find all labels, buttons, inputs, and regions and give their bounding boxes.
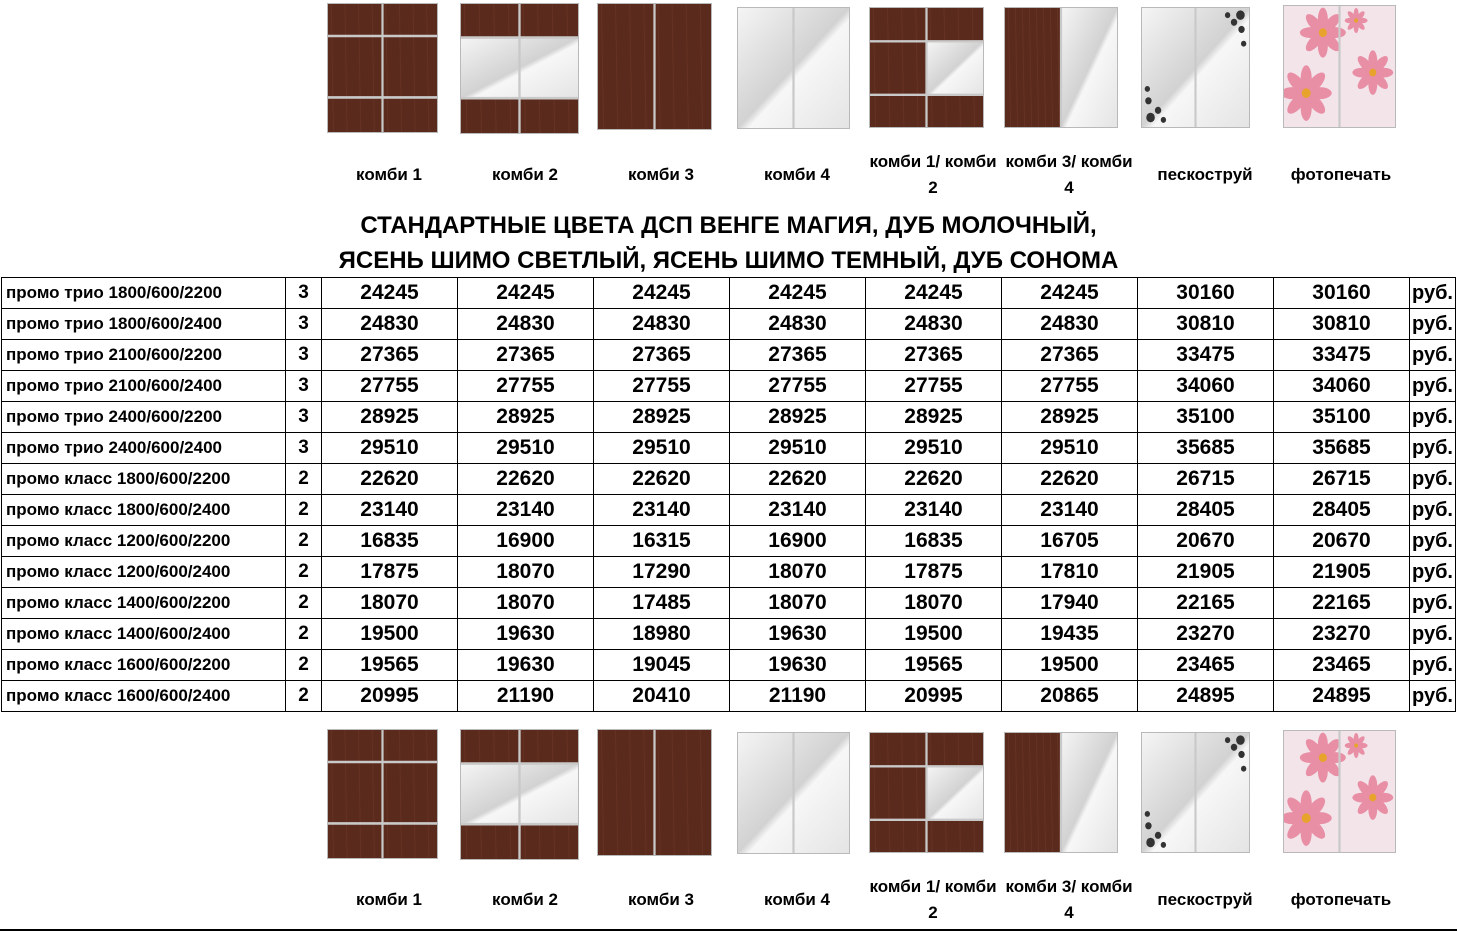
- model-name: промо класс 1200/600/2200: [2, 526, 286, 557]
- price-peskostruy: 35100: [1138, 402, 1274, 433]
- door-count: 2: [286, 588, 322, 619]
- price-kombi34: 23140: [1002, 495, 1138, 526]
- price-kombi3: 17485: [594, 588, 730, 619]
- price-kombi12: 20995: [866, 681, 1002, 712]
- door-count: 2: [286, 495, 322, 526]
- price-kombi12: 24245: [866, 278, 1002, 309]
- fotopechat-door-image-bottom: [1283, 730, 1396, 853]
- peskostruy-door-image-bottom: [1141, 732, 1250, 853]
- price-kombi4: 18070: [730, 588, 866, 619]
- kombi4-door-image-top: [737, 7, 850, 129]
- table-row: [2, 371, 1456, 402]
- model-name: промо класс 1400/600/2400: [2, 619, 286, 650]
- door-images-top: [0, 0, 1457, 140]
- model-name: промо трио 2100/600/2200: [2, 340, 286, 371]
- kombi4-label-top: комби 4: [764, 165, 830, 184]
- currency-label: руб.: [1410, 619, 1456, 650]
- price-kombi3: 20410: [594, 681, 730, 712]
- price-kombi1: 16835: [322, 526, 458, 557]
- price-kombi2: 18070: [458, 588, 594, 619]
- price-kombi12: 27365: [866, 340, 1002, 371]
- kombi3-label-top: комби 3: [628, 165, 694, 184]
- price-kombi3: 24245: [594, 278, 730, 309]
- price-kombi4: 21190: [730, 681, 866, 712]
- table-row: [2, 588, 1456, 619]
- door-count: 2: [286, 681, 322, 712]
- model-name: промо трио 1800/600/2400: [2, 309, 286, 340]
- price-kombi3: 16315: [594, 526, 730, 557]
- price-table: [1, 277, 1456, 712]
- door-count: 3: [286, 340, 322, 371]
- price-kombi2: 23140: [458, 495, 594, 526]
- price-kombi2: 27755: [458, 371, 594, 402]
- currency-label: руб.: [1410, 433, 1456, 464]
- price-kombi2: 22620: [458, 464, 594, 495]
- model-name: промо класс 1400/600/2200: [2, 588, 286, 619]
- price-kombi34: 24245: [1002, 278, 1138, 309]
- price-kombi3: 22620: [594, 464, 730, 495]
- price-kombi1: 23140: [322, 495, 458, 526]
- heading-line-2: ЯСЕНЬ ШИМО СВЕТЛЫЙ, ЯСЕНЬ ШИМО ТЕМНЫЙ, ДУБ СОНОМА: [338, 247, 1119, 274]
- kombi34-label-bottom: комби 3/ комби 4: [1005, 877, 1133, 922]
- price-kombi2: 27365: [458, 340, 594, 371]
- price-kombi3: 28925: [594, 402, 730, 433]
- price-kombi12: 17875: [866, 557, 1002, 588]
- price-peskostruy: 30810: [1138, 309, 1274, 340]
- door-count: 3: [286, 278, 322, 309]
- door-count: 2: [286, 619, 322, 650]
- price-kombi34: 29510: [1002, 433, 1138, 464]
- price-kombi12: 28925: [866, 402, 1002, 433]
- price-kombi34: 20865: [1002, 681, 1138, 712]
- price-kombi34: 17810: [1002, 557, 1138, 588]
- door-count: 2: [286, 464, 322, 495]
- kombi2-label-top: комби 2: [492, 165, 558, 184]
- door-count: 3: [286, 371, 322, 402]
- price-kombi12: 29510: [866, 433, 1002, 464]
- price-kombi34: 27755: [1002, 371, 1138, 402]
- price-kombi4: 19630: [730, 650, 866, 681]
- price-kombi12: 24830: [866, 309, 1002, 340]
- kombi4-door-image-bottom: [737, 732, 850, 854]
- model-name: промо класс 1200/600/2400: [2, 557, 286, 588]
- price-kombi1: 24830: [322, 309, 458, 340]
- currency-label: руб.: [1410, 309, 1456, 340]
- table-row: [2, 557, 1456, 588]
- price-kombi2: 16900: [458, 526, 594, 557]
- kombi34-label-top: комби 3/ комби 4: [1005, 152, 1133, 197]
- price-kombi34: 19500: [1002, 650, 1138, 681]
- price-fotopechat: 26715: [1274, 464, 1410, 495]
- price-kombi2: 19630: [458, 650, 594, 681]
- price-peskostruy: 34060: [1138, 371, 1274, 402]
- price-kombi12: 19500: [866, 619, 1002, 650]
- price-kombi3: 27365: [594, 340, 730, 371]
- price-kombi4: 27365: [730, 340, 866, 371]
- price-kombi1: 29510: [322, 433, 458, 464]
- kombi3-label-bottom: комби 3: [628, 890, 694, 909]
- price-kombi3: 17290: [594, 557, 730, 588]
- price-fotopechat: 35100: [1274, 402, 1410, 433]
- model-name: промо класс 1800/600/2200: [2, 464, 286, 495]
- price-fotopechat: 35685: [1274, 433, 1410, 464]
- table-row: [2, 619, 1456, 650]
- price-peskostruy: 24895: [1138, 681, 1274, 712]
- door-count: 2: [286, 526, 322, 557]
- door-count: 3: [286, 433, 322, 464]
- table-row: [2, 495, 1456, 526]
- price-kombi2: 19630: [458, 619, 594, 650]
- bottom-divider: [0, 929, 1457, 931]
- price-kombi4: 23140: [730, 495, 866, 526]
- page-heading: [0, 208, 1457, 278]
- kombi1-label-top: комби 1: [356, 165, 422, 184]
- price-peskostruy: 21905: [1138, 557, 1274, 588]
- table-row: [2, 433, 1456, 464]
- fotopechat-label-bottom: фотопечать: [1290, 890, 1392, 909]
- price-kombi3: 19045: [594, 650, 730, 681]
- price-peskostruy: 20670: [1138, 526, 1274, 557]
- table-row: [2, 650, 1456, 681]
- kombi1-door-image-bottom: [327, 729, 438, 859]
- price-fotopechat: 20670: [1274, 526, 1410, 557]
- kombi12-label-top: комби 1/ комби 2: [869, 152, 997, 197]
- price-kombi1: 28925: [322, 402, 458, 433]
- price-kombi34: 19435: [1002, 619, 1138, 650]
- currency-label: руб.: [1410, 464, 1456, 495]
- price-peskostruy: 35685: [1138, 433, 1274, 464]
- price-kombi12: 16835: [866, 526, 1002, 557]
- price-fotopechat: 23270: [1274, 619, 1410, 650]
- price-fotopechat: 28405: [1274, 495, 1410, 526]
- currency-label: руб.: [1410, 278, 1456, 309]
- price-kombi1: 18070: [322, 588, 458, 619]
- price-kombi2: 21190: [458, 681, 594, 712]
- price-kombi12: 27755: [866, 371, 1002, 402]
- price-kombi1: 20995: [322, 681, 458, 712]
- price-kombi4: 22620: [730, 464, 866, 495]
- currency-label: руб.: [1410, 681, 1456, 712]
- price-kombi1: 17875: [322, 557, 458, 588]
- price-kombi4: 19630: [730, 619, 866, 650]
- peskostruy-door-image-top: [1141, 7, 1250, 128]
- fotopechat-door-image-top: [1283, 5, 1396, 128]
- model-name: промо трио 2400/600/2400: [2, 433, 286, 464]
- currency-label: руб.: [1410, 340, 1456, 371]
- price-kombi1: 19500: [322, 619, 458, 650]
- table-row: [2, 278, 1456, 309]
- price-fotopechat: 24895: [1274, 681, 1410, 712]
- price-kombi2: 18070: [458, 557, 594, 588]
- table-row: [2, 402, 1456, 433]
- price-fotopechat: 34060: [1274, 371, 1410, 402]
- price-kombi4: 27755: [730, 371, 866, 402]
- price-fotopechat: 23465: [1274, 650, 1410, 681]
- table-row: [2, 464, 1456, 495]
- price-kombi4: 24830: [730, 309, 866, 340]
- kombi2-label-bottom: комби 2: [492, 890, 558, 909]
- price-kombi12: 22620: [866, 464, 1002, 495]
- price-peskostruy: 23465: [1138, 650, 1274, 681]
- price-peskostruy: 22165: [1138, 588, 1274, 619]
- door-count: 3: [286, 402, 322, 433]
- price-kombi3: 27755: [594, 371, 730, 402]
- kombi3-door-image-top: [597, 3, 712, 130]
- price-kombi1: 22620: [322, 464, 458, 495]
- kombi34-door-image-top: [1004, 7, 1118, 128]
- model-name: промо класс 1600/600/2200: [2, 650, 286, 681]
- table-row: [2, 340, 1456, 371]
- price-fotopechat: 30160: [1274, 278, 1410, 309]
- price-fotopechat: 21905: [1274, 557, 1410, 588]
- kombi2-door-image-bottom: [460, 729, 579, 860]
- kombi1-door-image-top: [327, 3, 438, 133]
- kombi12-door-image-top: [869, 7, 984, 128]
- currency-label: руб.: [1410, 588, 1456, 619]
- kombi4-label-bottom: комби 4: [764, 890, 830, 909]
- kombi34-door-image-bottom: [1004, 732, 1118, 853]
- door-images-bottom: [0, 727, 1457, 867]
- price-kombi1: 24245: [322, 278, 458, 309]
- table-row: [2, 681, 1456, 712]
- model-name: промо трио 2100/600/2400: [2, 371, 286, 402]
- model-name: промо класс 1800/600/2400: [2, 495, 286, 526]
- door-count: 3: [286, 309, 322, 340]
- price-fotopechat: 33475: [1274, 340, 1410, 371]
- price-kombi2: 24245: [458, 278, 594, 309]
- price-kombi34: 22620: [1002, 464, 1138, 495]
- table-row: [2, 309, 1456, 340]
- price-kombi4: 28925: [730, 402, 866, 433]
- currency-label: руб.: [1410, 495, 1456, 526]
- price-kombi4: 16900: [730, 526, 866, 557]
- price-kombi1: 19565: [322, 650, 458, 681]
- model-name: промо трио 1800/600/2200: [2, 278, 286, 309]
- price-peskostruy: 23270: [1138, 619, 1274, 650]
- price-kombi1: 27365: [322, 340, 458, 371]
- peskostruy-label-bottom: пескоструй: [1157, 890, 1253, 909]
- price-kombi34: 16705: [1002, 526, 1138, 557]
- currency-label: руб.: [1410, 650, 1456, 681]
- price-kombi1: 27755: [322, 371, 458, 402]
- price-peskostruy: 30160: [1138, 278, 1274, 309]
- model-name: промо класс 1600/600/2400: [2, 681, 286, 712]
- currency-label: руб.: [1410, 371, 1456, 402]
- price-peskostruy: 26715: [1138, 464, 1274, 495]
- price-kombi34: 28925: [1002, 402, 1138, 433]
- price-kombi2: 29510: [458, 433, 594, 464]
- price-peskostruy: 28405: [1138, 495, 1274, 526]
- price-peskostruy: 33475: [1138, 340, 1274, 371]
- price-kombi4: 18070: [730, 557, 866, 588]
- price-kombi3: 29510: [594, 433, 730, 464]
- price-kombi2: 24830: [458, 309, 594, 340]
- peskostruy-label-top: пескоструй: [1157, 165, 1253, 184]
- kombi1-label-bottom: комби 1: [356, 890, 422, 909]
- price-kombi3: 24830: [594, 309, 730, 340]
- kombi12-door-image-bottom: [869, 732, 984, 853]
- kombi3-door-image-bottom: [597, 729, 712, 856]
- price-kombi3: 23140: [594, 495, 730, 526]
- kombi2-door-image-top: [460, 3, 579, 134]
- fotopechat-label-top: фотопечать: [1290, 165, 1392, 184]
- currency-label: руб.: [1410, 526, 1456, 557]
- model-name: промо трио 2400/600/2200: [2, 402, 286, 433]
- kombi12-label-bottom: комби 1/ комби 2: [869, 877, 997, 922]
- door-labels-bottom: [0, 870, 1457, 930]
- price-fotopechat: 22165: [1274, 588, 1410, 619]
- price-kombi12: 23140: [866, 495, 1002, 526]
- price-fotopechat: 30810: [1274, 309, 1410, 340]
- table-row: [2, 526, 1456, 557]
- heading-line-1: СТАНДАРТНЫЕ ЦВЕТА ДСП ВЕНГЕ МАГИЯ, ДУБ МОЛОЧНЫЙ,: [360, 212, 1097, 239]
- door-count: 2: [286, 650, 322, 681]
- door-count: 2: [286, 557, 322, 588]
- price-kombi34: 17940: [1002, 588, 1138, 619]
- price-kombi12: 18070: [866, 588, 1002, 619]
- price-kombi4: 29510: [730, 433, 866, 464]
- price-kombi34: 24830: [1002, 309, 1138, 340]
- price-kombi4: 24245: [730, 278, 866, 309]
- currency-label: руб.: [1410, 402, 1456, 433]
- door-labels-top: [0, 145, 1457, 205]
- price-kombi34: 27365: [1002, 340, 1138, 371]
- price-kombi12: 19565: [866, 650, 1002, 681]
- price-kombi2: 28925: [458, 402, 594, 433]
- price-kombi3: 18980: [594, 619, 730, 650]
- currency-label: руб.: [1410, 557, 1456, 588]
